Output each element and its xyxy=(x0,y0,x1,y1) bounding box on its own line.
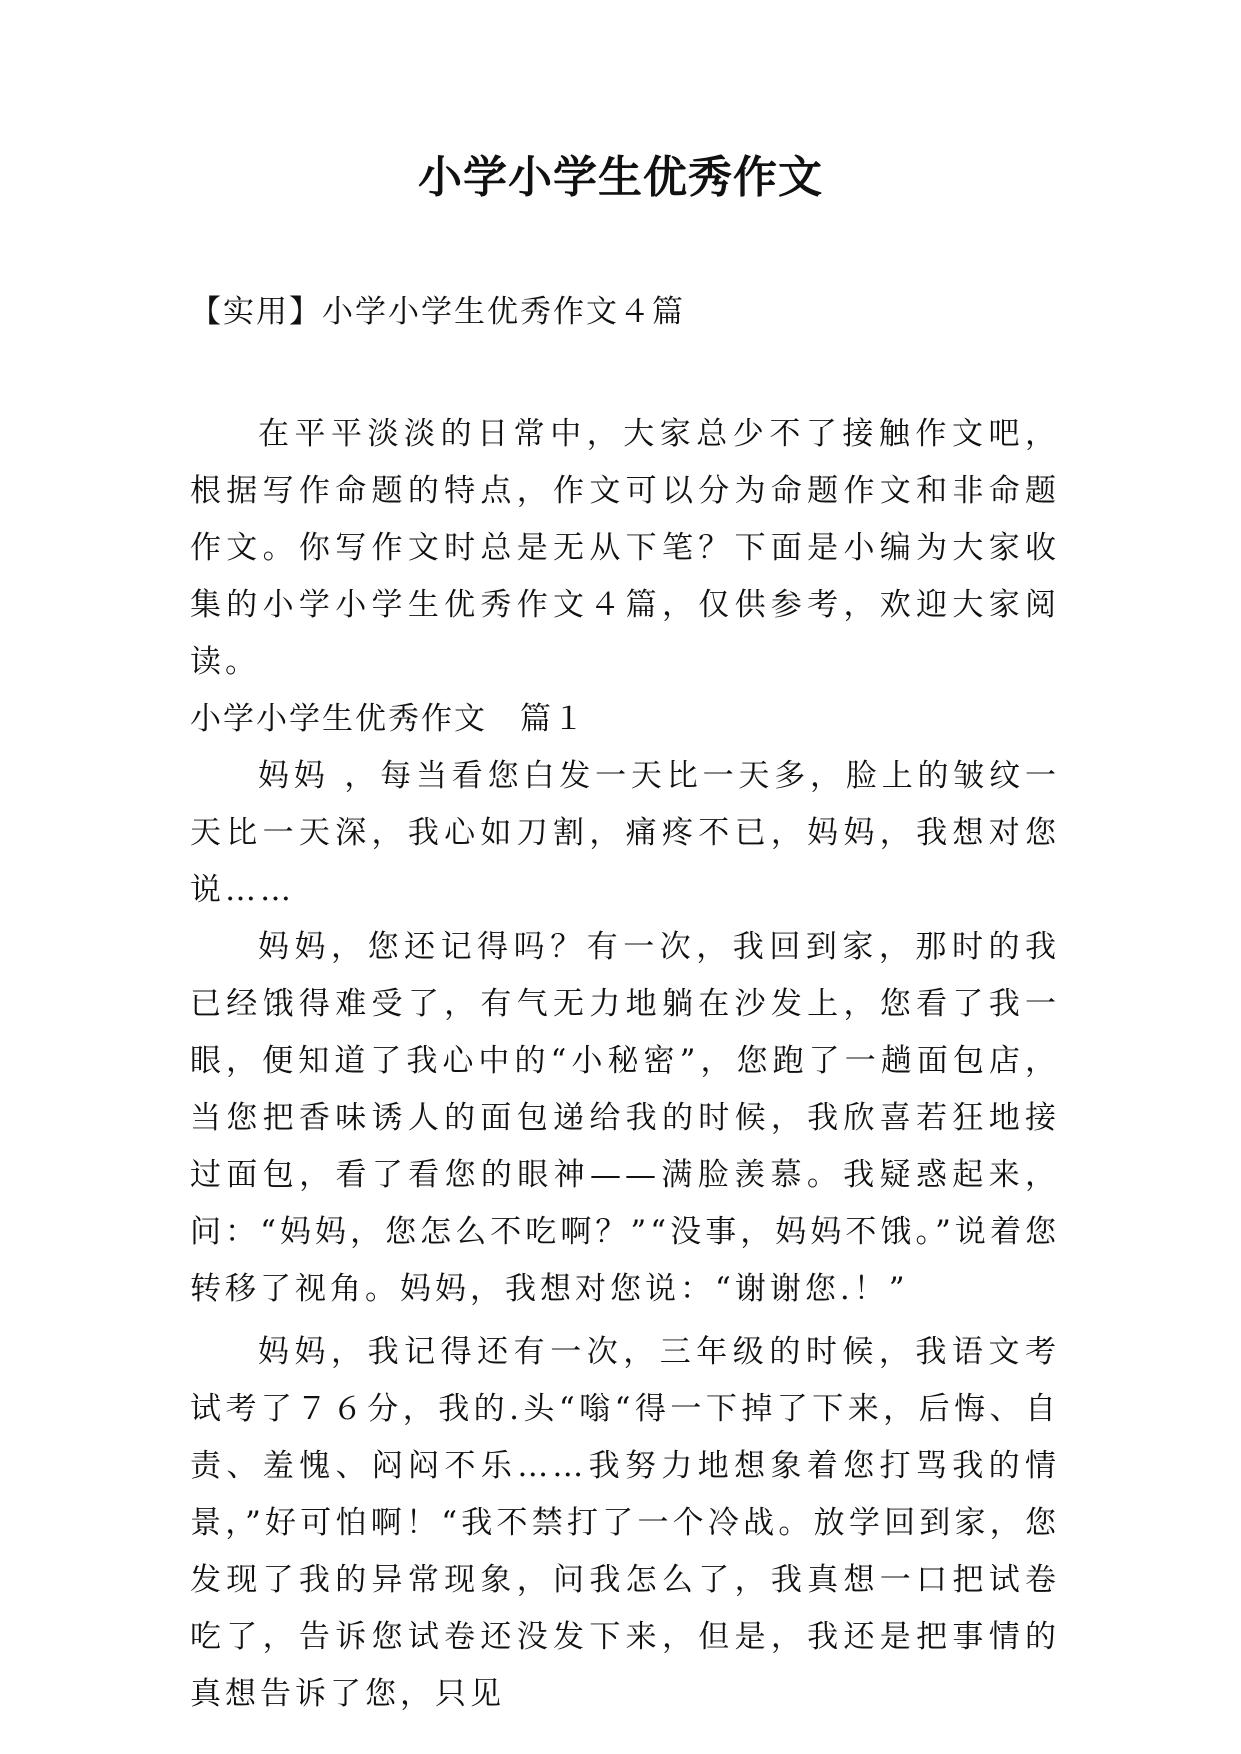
section-heading: 小学小学生优秀作文 篇１ xyxy=(190,701,586,737)
body-paragraph-3: 妈妈，我记得还有一次，三年级的时候，我语文考试考了７６分，我的.头“嗡“得一下掉了下来，后悔、自责、羞愧、闷闷不乐……我努力地想象着您打骂我的情景，”好可怕啊！“我不禁打了一个冷战。放学回到家，您发现了我的异常现象，问我怎么了，我真想一口把试卷吃了，告诉您试卷还没发下来，但是，我还是把事情的真想告诉了您，只见 xyxy=(190,1334,1060,1712)
body-paragraph-2: 妈妈，您还记得吗？有一次，我回到家，那时的我已经饿得难受了，有气无力地躺在沙发上，您看了我一眼，便知道了我心中的“小秘密”，您跑了一趟面包店，当您把香味诱人的面包递给我的时候，我欣喜若狂地接过面包，看了看您的眼神——满脸羡慕。我疑惑起来，问：“妈妈，您怎么不吃啊？”“没事，妈妈不饿。”说着您转移了视角。妈妈，我想对您说：“谢谢您.！” xyxy=(190,929,1060,1307)
document-body xyxy=(190,406,1060,1723)
document-title: 小学小学生优秀作文 xyxy=(418,152,823,203)
body-paragraph-1: 妈妈 ，每当看您白发一天比一天多，脸上的皱纹一天比一天深，我心如刀割，痛疼不已，妈妈，我想对您说…… xyxy=(190,758,1060,908)
document-subtitle: 【实用】小学小学生优秀作文４篇 xyxy=(190,294,685,330)
intro-paragraph: 在平平淡淡的日常中，大家总少不了接触作文吧，根据写作命题的特点，作文可以分为命题作文和非命题作文。你写作文时总是无从下笔？下面是小编为大家收集的小学小学生优秀作文４篇，仅供参考，欢迎大家阅读。 xyxy=(190,416,1060,680)
